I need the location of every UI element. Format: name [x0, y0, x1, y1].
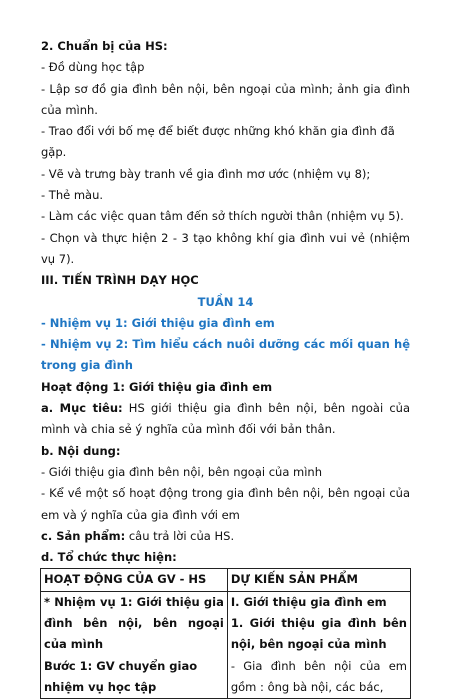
- prep-item-4: - Vẽ và trưng bày tranh về gia đình mơ ước (nhiệm vụ 8);: [41, 166, 371, 181]
- prep-item-2: - Lập sơ đồ gia đình bên nội, bên ngoại của mình; ảnh gia đình của mình.: [41, 81, 410, 117]
- content-item-2: - Kể về một số hoạt động trong gia đình bên nội, bên ngoại của em và ý nghĩa của gia đình với em: [41, 486, 410, 522]
- task-1-cell-text: * Nhiệm vụ 1: Giới thiệu gia đình bên nội, bên ngoại của mình: [44, 594, 224, 652]
- organization-label: d. Tổ chức thực hiện:: [41, 550, 177, 565]
- activity-table: [40, 568, 411, 699]
- product-detail: - Gia đình bên nội của em gồm : ông bà nội, các bác,: [230, 658, 407, 694]
- table-header-row: [41, 569, 411, 591]
- product-text: câu trả lời của HS.: [125, 528, 235, 543]
- product-subheading: 1. Giới thiệu gia đình bên nội, bên ngoại của mình: [230, 616, 407, 652]
- week-heading: TUẦN 14: [197, 294, 254, 309]
- expected-product-cell: [227, 591, 410, 698]
- prep-item-6: - Làm các việc quan tâm đến sở thích người thân (nhiệm vụ 5).: [41, 209, 404, 224]
- header-expected-product: DỰ KIẾN SẢN PHẨM: [227, 569, 410, 591]
- product-label: c. Sản phẩm:: [41, 528, 126, 543]
- product-heading: I. Giới thiệu gia đình em: [230, 594, 387, 609]
- step-1-text: Bước 1: GV chuyển giao nhiệm vụ học tập: [44, 658, 198, 694]
- content-item-1: - Giới thiệu gia đình bên nội, bên ngoại của mình: [41, 464, 323, 479]
- task-2: - Nhiệm vụ 2: Tìm hiểu cách nuôi dưỡng các mối quan hệ trong gia đình: [41, 337, 410, 373]
- table-row: [41, 591, 411, 698]
- activity-product: [41, 526, 410, 547]
- prep-item-7: - Chọn và thực hiện 2 - 3 tạo không khí gia đình vui vẻ (nhiệm vụ 7).: [41, 230, 410, 266]
- table-wrapper: [41, 568, 410, 694]
- content-label: b. Nội dung:: [41, 443, 121, 458]
- goal-label: a. Mục tiêu:: [41, 401, 123, 416]
- section-3-heading: III. TIẾN TRÌNH DẠY HỌC: [41, 273, 199, 288]
- header-teacher-activity: HOẠT ĐỘNG CỦA GV - HS: [41, 569, 228, 591]
- task-1: - Nhiệm vụ 1: Giới thiệu gia đình em: [41, 315, 275, 330]
- prep-item-1: - Đồ dùng học tập: [41, 60, 145, 75]
- prep-item-5: - Thẻ màu.: [41, 188, 104, 203]
- prep-item-3: - Trao đổi với bố mẹ để biết được những khó khăn gia đình đã gặp.: [41, 124, 395, 160]
- goal-text: HS giới thiệu gia đình bên nội, bên ngoài của mình và chia sẻ ý nghĩa của mình đối với bản thân.: [41, 401, 410, 437]
- section-2-heading: 2. Chuẩn bị của HS:: [41, 39, 168, 53]
- document-page: [41, 36, 410, 694]
- activity-goal: [41, 398, 410, 441]
- activity-title: Hoạt động 1: Giới thiệu gia đình em: [41, 379, 273, 394]
- teacher-activity-cell: [41, 591, 228, 698]
